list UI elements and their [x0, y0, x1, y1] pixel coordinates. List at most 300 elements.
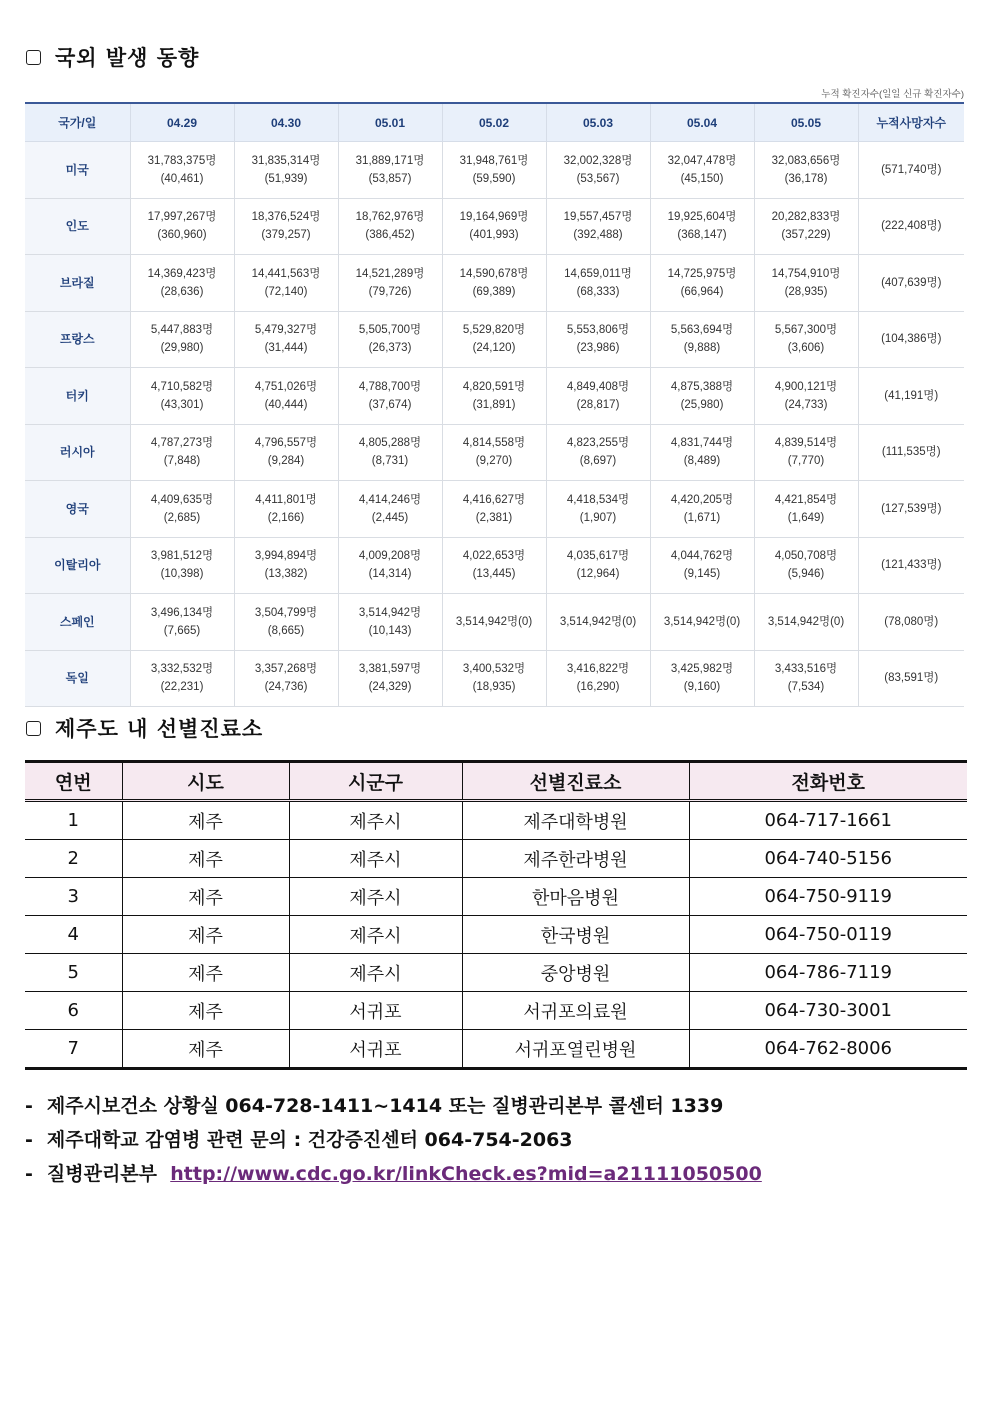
checkbox-icon — [26, 50, 41, 65]
cumulative-cases: 3,514,942명(0) — [455, 615, 533, 628]
phone-number-cell: 064-717-1661 — [689, 801, 967, 840]
checkbox-icon — [26, 721, 41, 736]
screening-clinic-table — [25, 760, 967, 1070]
case-count-cell — [234, 594, 338, 651]
daily-new-cases: (8,665) — [267, 624, 305, 637]
cumulative-cases: 3,514,942명(0) — [559, 615, 637, 628]
table-row — [25, 368, 964, 425]
table-row — [25, 198, 964, 255]
case-count-cell — [442, 650, 546, 707]
section-title-text: 국외 발생 동향 — [55, 46, 200, 70]
cumulative-deaths-cell: (121,433명) — [858, 537, 964, 594]
country-cell: 인도 — [25, 198, 130, 255]
daily-new-cases: (2,685) — [163, 511, 201, 524]
daily-new-cases: (68,333) — [576, 285, 620, 298]
table-row — [25, 255, 964, 312]
daily-new-cases: (29,980) — [160, 342, 204, 355]
phone-number-cell: 064-786-7119 — [689, 954, 967, 992]
cumulative-cases: 3,332,532명 — [150, 663, 214, 676]
daily-new-cases: (28,817) — [576, 398, 620, 411]
cumulative-cases: 4,022,653명 — [462, 550, 526, 563]
city-cell: 제주시 — [289, 840, 462, 878]
daily-new-cases: (69,389) — [472, 285, 516, 298]
cumulative-cases: 4,409,635명 — [150, 493, 214, 506]
case-count-cell — [650, 198, 754, 255]
cumulative-cases: 4,420,205명 — [670, 493, 734, 506]
cumulative-cases: 31,889,171명 — [355, 154, 425, 167]
cumulative-cases: 4,710,582명 — [150, 380, 214, 393]
cumulative-cases: 3,981,512명 — [150, 550, 214, 563]
case-count-cell — [442, 142, 546, 199]
cumulative-cases: 14,754,910명 — [771, 267, 841, 280]
cumulative-cases: 4,411,801명 — [255, 493, 317, 506]
case-count-cell — [754, 311, 858, 368]
column-header: 04.30 — [234, 104, 338, 142]
table-row — [25, 916, 967, 954]
column-header: 05.05 — [754, 104, 858, 142]
cumulative-cases: 4,787,273명 — [150, 437, 214, 450]
cumulative-deaths-cell: (83,591명) — [858, 650, 964, 707]
phone-number-cell: 064-750-9119 — [689, 878, 967, 916]
cumulative-cases: 32,047,478명 — [667, 154, 737, 167]
table-header-row — [25, 762, 967, 801]
row-number: 6 — [25, 992, 122, 1030]
row-number: 1 — [25, 801, 122, 840]
daily-new-cases: (13,382) — [264, 568, 308, 581]
daily-new-cases: (51,939) — [264, 172, 308, 185]
cumulative-cases: 4,820,591명 — [462, 380, 526, 393]
column-header: 05.04 — [650, 104, 754, 142]
province-cell: 제주 — [122, 916, 289, 954]
case-count-cell — [234, 198, 338, 255]
daily-new-cases: (7,665) — [163, 624, 201, 637]
column-header: 시군구 — [289, 762, 462, 801]
daily-new-cases: (53,857) — [368, 172, 412, 185]
daily-new-cases: (36,178) — [784, 172, 828, 185]
daily-new-cases: (37,674) — [368, 398, 412, 411]
cumulative-cases: 4,831,744명 — [670, 437, 734, 450]
daily-new-cases: (1,907) — [579, 511, 617, 524]
daily-new-cases: (25,980) — [680, 398, 724, 411]
clinic-name-cell: 서귀포의료원 — [462, 992, 689, 1030]
cumulative-cases: 18,376,524명 — [251, 211, 321, 224]
cumulative-cases: 31,835,314명 — [251, 154, 321, 167]
cumulative-cases: 5,563,694명 — [670, 324, 734, 337]
case-count-cell — [338, 537, 442, 594]
table-row — [25, 537, 964, 594]
case-count-cell — [546, 255, 650, 312]
case-count-cell — [546, 368, 650, 425]
cumulative-cases: 5,479,327명 — [254, 324, 318, 337]
daily-new-cases: (7,770) — [787, 455, 825, 468]
case-count-cell — [442, 537, 546, 594]
daily-new-cases: (9,888) — [683, 342, 721, 355]
daily-new-cases: (24,736) — [264, 681, 308, 694]
daily-new-cases: (14,314) — [368, 568, 412, 581]
daily-new-cases: (40,444) — [264, 398, 308, 411]
cumulative-cases: 19,557,457명 — [563, 211, 633, 224]
case-count-cell — [234, 650, 338, 707]
daily-new-cases: (2,166) — [267, 511, 305, 524]
cumulative-deaths-cell: (571,740명) — [858, 142, 964, 199]
cumulative-cases: 3,416,822명 — [566, 663, 630, 676]
daily-new-cases: (8,697) — [579, 455, 617, 468]
daily-new-cases: (72,140) — [264, 285, 308, 298]
clinic-name-cell: 한국병원 — [462, 916, 689, 954]
daily-new-cases: (53,567) — [576, 172, 620, 185]
cumulative-cases: 3,425,982명 — [670, 663, 734, 676]
daily-new-cases: (10,143) — [368, 624, 412, 637]
province-cell: 제주 — [122, 992, 289, 1030]
section-title-clinics — [26, 713, 263, 743]
cumulative-cases: 14,725,975명 — [667, 267, 737, 280]
case-count-cell — [442, 198, 546, 255]
country-cell: 영국 — [25, 481, 130, 538]
row-number: 5 — [25, 954, 122, 992]
province-cell: 제주 — [122, 878, 289, 916]
daily-new-cases: (8,731) — [371, 455, 409, 468]
case-count-cell — [546, 424, 650, 481]
case-count-cell — [234, 142, 338, 199]
cumulative-cases: 5,567,300명 — [774, 324, 838, 337]
daily-new-cases: (379,257) — [261, 229, 311, 242]
cumulative-cases: 4,416,627명 — [462, 493, 526, 506]
daily-new-cases: (9,160) — [683, 681, 721, 694]
column-header: 국가/일 — [25, 104, 130, 142]
column-header: 04.29 — [130, 104, 234, 142]
case-count-cell — [754, 594, 858, 651]
case-count-cell — [650, 594, 754, 651]
phone-number-cell: 064-740-5156 — [689, 840, 967, 878]
cumulative-cases: 4,788,700명 — [358, 380, 422, 393]
case-count-cell — [338, 650, 442, 707]
case-count-cell — [234, 255, 338, 312]
cumulative-deaths-cell: (41,191명) — [858, 368, 964, 425]
case-count-cell — [234, 311, 338, 368]
daily-new-cases: (3,606) — [787, 342, 825, 355]
column-header: 시도 — [122, 762, 289, 801]
cumulative-deaths-cell: (111,535명) — [858, 424, 964, 481]
phone-number-cell: 064-730-3001 — [689, 992, 967, 1030]
daily-new-cases: (59,590) — [472, 172, 516, 185]
daily-new-cases: (26,373) — [368, 342, 412, 355]
case-count-cell — [546, 311, 650, 368]
daily-new-cases: (18,935) — [472, 681, 516, 694]
daily-new-cases: (1,649) — [787, 511, 825, 524]
case-count-cell — [338, 481, 442, 538]
cumulative-cases: 32,002,328명 — [563, 154, 633, 167]
table-header-row — [25, 104, 964, 142]
case-count-cell — [754, 481, 858, 538]
cumulative-cases: 4,849,408명 — [566, 380, 630, 393]
case-count-cell — [130, 368, 234, 425]
daily-new-cases: (386,452) — [365, 229, 415, 242]
country-cell: 스페인 — [25, 594, 130, 651]
daily-new-cases: (360,960) — [157, 229, 207, 242]
daily-new-cases: (24,120) — [472, 342, 516, 355]
cumulative-cases: 20,282,833명 — [771, 211, 841, 224]
cumulative-cases: 3,514,942명(0) — [767, 615, 845, 628]
daily-new-cases: (22,231) — [160, 681, 204, 694]
case-count-cell — [442, 368, 546, 425]
case-count-cell — [754, 198, 858, 255]
case-count-cell — [130, 198, 234, 255]
cumulative-cases: 3,514,942명(0) — [663, 615, 741, 628]
row-number: 3 — [25, 878, 122, 916]
clinic-name-cell: 한마음병원 — [462, 878, 689, 916]
country-cell: 터키 — [25, 368, 130, 425]
cumulative-deaths-cell: (222,408명) — [858, 198, 964, 255]
table-row — [25, 594, 964, 651]
cumulative-cases: 3,504,799명 — [254, 606, 318, 619]
case-count-cell — [130, 650, 234, 707]
daily-new-cases: (2,381) — [475, 511, 513, 524]
country-cell: 브라질 — [25, 255, 130, 312]
province-cell: 제주 — [122, 954, 289, 992]
cumulative-cases: 19,164,969명 — [459, 211, 529, 224]
cumulative-cases: 4,035,617명 — [566, 550, 630, 563]
daily-new-cases: (1,671) — [683, 511, 721, 524]
cumulative-cases: 3,514,942명 — [358, 606, 422, 619]
table-row — [25, 878, 967, 916]
case-count-cell — [130, 311, 234, 368]
city-cell: 서귀포 — [289, 1030, 462, 1069]
country-cell: 러시아 — [25, 424, 130, 481]
case-count-cell — [338, 424, 442, 481]
case-count-cell — [130, 537, 234, 594]
cumulative-cases: 5,529,820명 — [462, 324, 526, 337]
case-count-cell — [650, 537, 754, 594]
daily-new-cases: (31,891) — [472, 398, 516, 411]
cumulative-cases: 4,839,514명 — [774, 437, 838, 450]
cumulative-cases: 19,925,604명 — [667, 211, 737, 224]
kcdc-link[interactable]: http://www.cdc.go.kr/linkCheck.es?mid=a21111050500 — [170, 1163, 762, 1185]
case-count-cell — [754, 142, 858, 199]
case-count-cell — [754, 537, 858, 594]
phone-number-cell: 064-750-0119 — [689, 916, 967, 954]
daily-new-cases: (16,290) — [576, 681, 620, 694]
case-count-cell — [650, 481, 754, 538]
daily-new-cases: (45,150) — [680, 172, 724, 185]
cumulative-cases: 14,659,011명 — [564, 267, 632, 280]
cumulative-cases: 5,505,700명 — [358, 324, 422, 337]
cumulative-cases: 32,083,656명 — [771, 154, 841, 167]
case-count-cell — [234, 537, 338, 594]
column-header: 선별진료소 — [462, 762, 689, 801]
case-count-cell — [650, 255, 754, 312]
table-row — [25, 311, 964, 368]
daily-new-cases: (9,145) — [683, 568, 721, 581]
row-number: 4 — [25, 916, 122, 954]
daily-new-cases: (392,488) — [573, 229, 623, 242]
overseas-trend-table — [25, 102, 964, 694]
case-count-cell — [546, 481, 650, 538]
case-count-cell — [442, 311, 546, 368]
case-count-cell — [338, 142, 442, 199]
table-row — [25, 650, 964, 707]
table-row — [25, 481, 964, 538]
daily-new-cases: (24,733) — [784, 398, 828, 411]
section-title-text: 제주도 내 선별진료소 — [55, 717, 264, 741]
daily-new-cases: (9,284) — [267, 455, 305, 468]
daily-new-cases: (368,147) — [677, 229, 727, 242]
case-count-cell — [130, 424, 234, 481]
case-count-cell — [546, 142, 650, 199]
cumulative-cases: 4,814,558명 — [462, 437, 526, 450]
case-count-cell — [130, 142, 234, 199]
cumulative-cases: 31,783,375명 — [147, 154, 217, 167]
case-count-cell — [338, 368, 442, 425]
table-row — [25, 801, 967, 840]
daily-new-cases: (23,986) — [576, 342, 620, 355]
table-row — [25, 992, 967, 1030]
case-count-cell — [130, 481, 234, 538]
city-cell: 제주시 — [289, 954, 462, 992]
case-count-cell — [650, 650, 754, 707]
table-note: 누적 확진자수(일일 신규 확진자수) — [821, 89, 964, 100]
cumulative-cases: 3,433,516명 — [774, 663, 838, 676]
phone-number-cell: 064-762-8006 — [689, 1030, 967, 1069]
city-cell: 제주시 — [289, 801, 462, 840]
country-cell: 미국 — [25, 142, 130, 199]
case-count-cell — [338, 311, 442, 368]
cumulative-cases: 3,496,134명 — [150, 606, 214, 619]
contact-line: - 질병관리본부 http://www.cdc.go.kr/linkCheck.es?mid=a21111050500 — [25, 1163, 762, 1185]
clinic-name-cell: 서귀포열린병원 — [462, 1030, 689, 1069]
cumulative-cases: 31,948,761명 — [459, 154, 529, 167]
cumulative-cases: 5,553,806명 — [566, 324, 630, 337]
cumulative-deaths-cell: (78,080명) — [858, 594, 964, 651]
country-cell: 프랑스 — [25, 311, 130, 368]
daily-new-cases: (12,964) — [576, 568, 620, 581]
case-count-cell — [442, 255, 546, 312]
cumulative-cases: 17,997,267명 — [147, 211, 217, 224]
city-cell: 서귀포 — [289, 992, 462, 1030]
clinic-name-cell: 제주한라병원 — [462, 840, 689, 878]
cumulative-cases: 4,414,246명 — [358, 493, 422, 506]
daily-new-cases: (28,935) — [784, 285, 828, 298]
cumulative-cases: 4,875,388명 — [670, 380, 734, 393]
clinic-name-cell: 중앙병원 — [462, 954, 689, 992]
cumulative-cases: 14,521,289명 — [355, 267, 425, 280]
daily-new-cases: (7,848) — [163, 455, 201, 468]
cumulative-cases: 3,357,268명 — [254, 663, 318, 676]
case-count-cell — [338, 198, 442, 255]
contact-info — [25, 1089, 762, 1191]
contact-line: - 제주시보건소 상황실 064-728-1411~1414 또는 질병관리본부 콜센터 1339 — [25, 1095, 724, 1117]
daily-new-cases: (401,993) — [469, 229, 519, 242]
daily-new-cases: (10,398) — [160, 568, 204, 581]
case-count-cell — [546, 537, 650, 594]
section-title-overseas — [26, 42, 199, 72]
table-row — [25, 142, 964, 199]
cumulative-cases: 4,805,288명 — [358, 437, 422, 450]
daily-new-cases: (66,964) — [680, 285, 724, 298]
cumulative-deaths-cell: (407,639명) — [858, 255, 964, 312]
table-row — [25, 954, 967, 992]
case-count-cell — [234, 368, 338, 425]
column-header: 05.01 — [338, 104, 442, 142]
column-header: 전화번호 — [689, 762, 967, 801]
table-row — [25, 424, 964, 481]
row-number: 7 — [25, 1030, 122, 1069]
case-count-cell — [130, 594, 234, 651]
daily-new-cases: (2,445) — [371, 511, 409, 524]
case-count-cell — [650, 424, 754, 481]
case-count-cell — [130, 255, 234, 312]
contact-line: - 제주대학교 감염병 관련 문의 : 건강증진센터 064-754-2063 — [25, 1129, 573, 1151]
cumulative-cases: 14,369,423명 — [147, 267, 217, 280]
column-header: 연번 — [25, 762, 122, 801]
country-cell: 이탈리아 — [25, 537, 130, 594]
cumulative-cases: 4,421,854명 — [774, 493, 838, 506]
case-count-cell — [234, 424, 338, 481]
case-count-cell — [754, 255, 858, 312]
column-header: 05.02 — [442, 104, 546, 142]
column-header: 05.03 — [546, 104, 650, 142]
daily-new-cases: (5,946) — [787, 568, 825, 581]
case-count-cell — [546, 594, 650, 651]
case-count-cell — [338, 594, 442, 651]
daily-new-cases: (9,270) — [475, 455, 513, 468]
daily-new-cases: (7,534) — [787, 681, 825, 694]
case-count-cell — [650, 142, 754, 199]
table-row — [25, 1030, 967, 1069]
case-count-cell — [754, 424, 858, 481]
case-count-cell — [234, 481, 338, 538]
cumulative-cases: 4,751,026명 — [254, 380, 318, 393]
daily-new-cases: (13,445) — [472, 568, 516, 581]
daily-new-cases: (24,329) — [368, 681, 412, 694]
cumulative-cases: 4,044,762명 — [670, 550, 734, 563]
cumulative-cases: 4,050,708명 — [774, 550, 838, 563]
city-cell: 제주시 — [289, 916, 462, 954]
case-count-cell — [650, 368, 754, 425]
province-cell: 제주 — [122, 801, 289, 840]
daily-new-cases: (8,489) — [683, 455, 721, 468]
case-count-cell — [442, 481, 546, 538]
clinic-name-cell: 제주대학병원 — [462, 801, 689, 840]
daily-new-cases: (357,229) — [781, 229, 831, 242]
case-count-cell — [650, 311, 754, 368]
cumulative-cases: 4,009,208명 — [358, 550, 422, 563]
city-cell: 제주시 — [289, 878, 462, 916]
cumulative-cases: 4,796,557명 — [254, 437, 318, 450]
cumulative-cases: 4,823,255명 — [566, 437, 630, 450]
column-header: 누적사망자수 — [858, 104, 964, 142]
province-cell: 제주 — [122, 840, 289, 878]
row-number: 2 — [25, 840, 122, 878]
cumulative-cases: 4,900,121명 — [774, 380, 838, 393]
cumulative-deaths-cell: (127,539명) — [858, 481, 964, 538]
daily-new-cases: (79,726) — [368, 285, 412, 298]
cumulative-cases: 5,447,883명 — [150, 324, 214, 337]
daily-new-cases: (28,636) — [160, 285, 204, 298]
case-count-cell — [442, 594, 546, 651]
province-cell: 제주 — [122, 1030, 289, 1069]
cumulative-cases: 4,418,534명 — [566, 493, 630, 506]
country-cell: 독일 — [25, 650, 130, 707]
daily-new-cases: (43,301) — [160, 398, 204, 411]
case-count-cell — [442, 424, 546, 481]
cumulative-cases: 14,590,678명 — [459, 267, 529, 280]
cumulative-cases: 3,400,532명 — [462, 663, 526, 676]
case-count-cell — [754, 650, 858, 707]
case-count-cell — [754, 368, 858, 425]
cumulative-cases: 18,762,976명 — [355, 211, 425, 224]
table-row — [25, 840, 967, 878]
case-count-cell — [546, 650, 650, 707]
